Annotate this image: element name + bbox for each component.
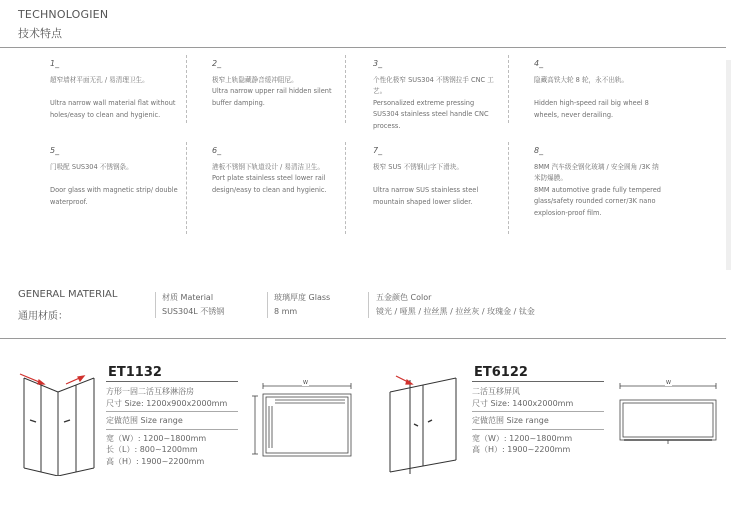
glass-label: 玻璃厚度 Glass	[274, 293, 331, 302]
size-range-title: 定做范围 Size range	[106, 416, 183, 425]
feature-text-cn: 超窄墙材平面无孔 / 易清理卫生。	[50, 75, 149, 84]
feature-number: 3_	[373, 59, 383, 68]
dim-label: W	[303, 380, 308, 386]
feature-text-cn: 门吸配 SUS304 不锈钢条。	[50, 162, 133, 171]
feature-item	[50, 145, 178, 208]
spec-divider	[472, 429, 604, 430]
feature-item	[212, 58, 340, 109]
shower-enclosure-3d-illustration	[14, 372, 96, 476]
spec-divider	[106, 411, 238, 412]
feature-divider	[345, 55, 346, 123]
feature-number: 1_	[50, 59, 60, 68]
feature-text-en: Ultra narrow upper rail hidden silent buffer damping.	[212, 87, 332, 107]
spec-divider	[106, 429, 238, 430]
feature-divider	[345, 142, 346, 234]
feature-number: 7_	[373, 146, 383, 155]
spec-divider	[472, 411, 604, 412]
product-name: 二活互移屏风	[472, 387, 520, 396]
model-underline	[472, 381, 604, 382]
material-value: SUS304L 不锈钢	[162, 307, 225, 316]
product-name: 方形一固二活互移淋浴房	[106, 387, 194, 396]
feature-text-en: Door glass with magnetic strip/ double waterproof.	[50, 186, 178, 206]
feature-divider	[186, 55, 187, 123]
material-divider	[155, 292, 156, 318]
feature-item	[212, 145, 340, 196]
feature-item	[534, 145, 662, 220]
size-range-title: 定做范围 Size range	[472, 416, 549, 425]
section-title-en: TECHNOLOGIEN	[18, 8, 109, 21]
feature-divider	[508, 55, 509, 123]
product-model: ET1132	[108, 365, 162, 380]
feature-text-en: Ultra narrow wall material flat without holes/easy to clean and hygienic.	[50, 99, 176, 119]
feature-text-cn: 隐藏高铁大轮 8 轮，永不出轨。	[534, 75, 629, 84]
product-specs	[106, 386, 238, 467]
feature-text-cn: 个性化极窄 SUS304 不锈钢拉手 CNC 工艺。	[373, 75, 494, 96]
material-divider	[368, 292, 369, 318]
range-height: 高（H）: 1900~2200mm	[472, 445, 571, 454]
range-width: 宽（W）: 1200~1800mm	[472, 433, 573, 443]
feature-item	[534, 58, 662, 121]
feature-text-en: Personalized extreme pressing SUS304 stainless steel handle CNC process.	[373, 98, 489, 130]
feature-number: 6_	[212, 146, 222, 155]
color-col	[376, 291, 535, 319]
feature-text-cn: 极窄 SUS 不锈钢山字下滑块。	[373, 162, 463, 171]
feature-item	[373, 145, 501, 208]
feature-text-cn: 极窄上轨隐藏静音缓冲阻尼。	[212, 75, 298, 84]
sliding-screen-3d-illustration	[386, 374, 460, 478]
side-strip	[726, 60, 731, 270]
feature-text-en: Port plate stainless steel lower rail design/easy to clean and hygienic.	[212, 174, 327, 194]
glass-value: 8 mm	[274, 307, 298, 316]
feature-text-cn: 8MM 汽车级全钢化玻璃 / 安全圆角 /3K 纳米防爆膜。	[534, 162, 659, 183]
material-label: 材质 Material	[162, 293, 214, 302]
product-size: 尺寸 Size: 1200x900x2000mm	[106, 398, 228, 408]
divider	[0, 338, 726, 339]
product-specs	[472, 386, 604, 456]
dim-label: W	[666, 380, 671, 386]
product-size: 尺寸 Size: 1400x2000mm	[472, 398, 574, 408]
material-col	[162, 291, 224, 319]
feature-number: 2_	[212, 59, 222, 68]
material-title-cn: 通用材质：	[18, 311, 68, 322]
color-value: 镜光 / 哑黑 / 拉丝黑 / 拉丝灰 / 玫瑰金 / 钛金	[376, 307, 535, 316]
feature-divider	[508, 142, 509, 234]
feature-number: 8_	[534, 146, 544, 155]
feature-text-en: Ultra narrow SUS stainless steel mountain shaped lower slider.	[373, 186, 479, 206]
color-label: 五金颜色 Color	[376, 293, 432, 302]
feature-item	[50, 58, 178, 121]
feature-item	[373, 58, 501, 133]
feature-number: 4_	[534, 59, 544, 68]
feature-text-cn: 港板不锈钢下轨道设计 / 易清洁卫生。	[212, 162, 324, 171]
divider	[0, 47, 726, 48]
feature-divider	[186, 142, 187, 234]
product-model: ET6122	[474, 365, 528, 380]
model-underline	[106, 381, 238, 382]
range-length: 长（L）: 800~1200mm	[106, 445, 198, 454]
material-title-en: GENERAL MATERIAL	[18, 289, 118, 300]
section-title-cn: 技术特点	[18, 27, 62, 40]
feature-number: 5_	[50, 146, 60, 155]
glass-col	[274, 291, 330, 319]
range-width: 宽（W）: 1200~1800mm	[106, 433, 207, 443]
range-height: 高（H）: 1900~2200mm	[106, 456, 205, 466]
feature-text-en: Hidden high-speed rail big wheel 8 wheels, never derailing.	[534, 99, 649, 119]
material-divider	[267, 292, 268, 318]
top-view-diagram	[612, 380, 724, 462]
top-view-diagram	[245, 380, 357, 462]
feature-text-en: 8MM automotive grade fully tempered glass/safety rounded corner/3K nano explosion-proof film.	[534, 185, 661, 217]
